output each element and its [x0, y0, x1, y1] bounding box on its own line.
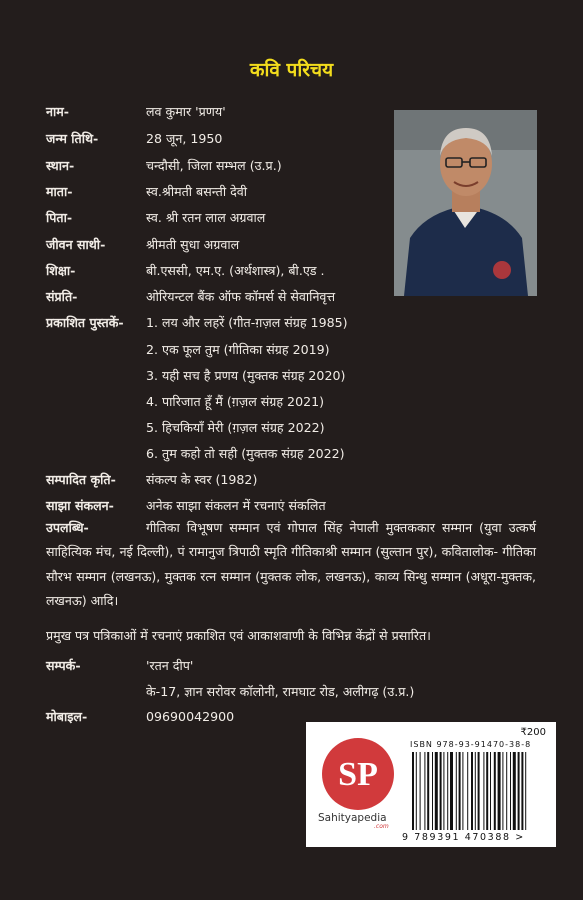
- isbn-digits: 9 789391 470388 >: [402, 832, 525, 843]
- field-label: सम्पादित कृति-: [46, 472, 116, 487]
- field-label: माता-: [46, 184, 73, 199]
- field-label: स्थान-: [46, 158, 75, 173]
- author-portrait-icon: [394, 110, 537, 296]
- field-label: साझा संकलन-: [46, 498, 114, 513]
- publisher-logo: [322, 738, 394, 810]
- sp-logo-icon: [322, 738, 394, 810]
- book-item: 5. हिचकियाँ मेरी (ग़ज़ल संग्रह 2022): [146, 420, 325, 435]
- contact-line-1: 'रतन दीप': [146, 658, 194, 673]
- achievements-paragraph: [46, 516, 536, 614]
- publications-paragraph: प्रमुख पत्र पत्रिकाओं में रचनाएं प्रकाशित एवं आकाशवाणी के विभिन्न केंद्रों से प्रसारित।: [46, 628, 431, 643]
- barcode-panel: [306, 722, 556, 847]
- field-value: स्व.श्रीमती बसन्ती देवी: [146, 184, 248, 199]
- barcode-icon: [410, 752, 546, 832]
- field-value: चन्दौसी, जिला सम्भल (उ.प्र.): [146, 158, 282, 173]
- field-value: बी.एससी, एम.ए. (अर्थशास्त्र), बी.एड .: [146, 263, 325, 278]
- field-label: मोबाइल-: [46, 709, 88, 724]
- field-value: लव कुमार 'प्रणय': [146, 104, 226, 119]
- author-photo: [394, 110, 537, 296]
- field-label: सम्पर्क-: [46, 658, 81, 673]
- book-item: 4. पारिजात हूँ मैं (ग़ज़ल संग्रह 2021): [146, 394, 325, 409]
- books-label: प्रकाशित पुस्तकें-: [46, 315, 124, 330]
- field-value: श्रीमती सुधा अग्रवाल: [146, 237, 240, 252]
- field-label: नाम-: [46, 104, 70, 119]
- book-item: 6. तुम कहो तो सही (मुक्तक संग्रह 2022): [146, 446, 345, 461]
- field-value: ओरियन्टल बैंक ऑफ कॉमर्स से सेवानिवृत्त: [146, 289, 336, 304]
- contact-line-2: के-17, ज्ञान सरोवर कॉलोनी, रामघाट रोड, अलीगढ़ (उ.प्र.): [146, 684, 415, 699]
- field-label: संप्रति-: [46, 289, 78, 304]
- price-label: ₹200: [520, 727, 546, 738]
- isbn-text: ISBN 978-93-91470-38-8: [410, 740, 532, 749]
- field-label: जन्म तिथि-: [46, 131, 99, 146]
- field-value: स्व. श्री रतन लाल अग्रवाल: [146, 210, 266, 225]
- page-title: कवि परिचय: [249, 59, 334, 81]
- field-value: 28 जून, 1950: [146, 131, 223, 146]
- field-value: 09690042900: [146, 709, 235, 724]
- book-item: 2. एक फूल तुम (गीतिका संग्रह 2019): [146, 342, 330, 357]
- publisher-domain: .com: [374, 823, 389, 830]
- book-item: 1. लय और लहरें (गीत-ग़ज़ल संग्रह 1985): [146, 315, 348, 330]
- field-label: पिता-: [46, 210, 73, 225]
- field-label: जीवन साथी-: [46, 237, 106, 252]
- field-label: शिक्षा-: [46, 263, 76, 278]
- achievements-label: उपलब्धि-: [46, 520, 89, 535]
- field-value: संकल्प के स्वर (1982): [146, 472, 258, 487]
- book-item: 3. यही सच है प्रणय (मुक्तक संग्रह 2020): [146, 368, 346, 383]
- field-value: अनेक साझा संकलन में रचनाएं संकलित: [146, 498, 326, 513]
- logo-letters: SP: [338, 756, 378, 793]
- publisher-name: Sahityapedia: [318, 812, 387, 824]
- achievements-text: गीतिका विभूषण सम्मान एवं गोपाल सिंह नेपाली मुक्तककार सम्मान (युवा उत्कर्ष साहित्यिक मंच, नई दिल्ली), पं रामानुज त्रिपाठी स्मृति गीतिकाश्री सम्मान (सुल्तान पुर), कवितालोक- गीतिका सौरभ सम्मान (लखनऊ), मुक्तक रत्न सम्मान (मुक्तक लोक, लखनऊ), काव्य सिन्धु सम्मान (अधूरा-मुक्तक, लखनऊ) आदि।: [46, 520, 536, 609]
